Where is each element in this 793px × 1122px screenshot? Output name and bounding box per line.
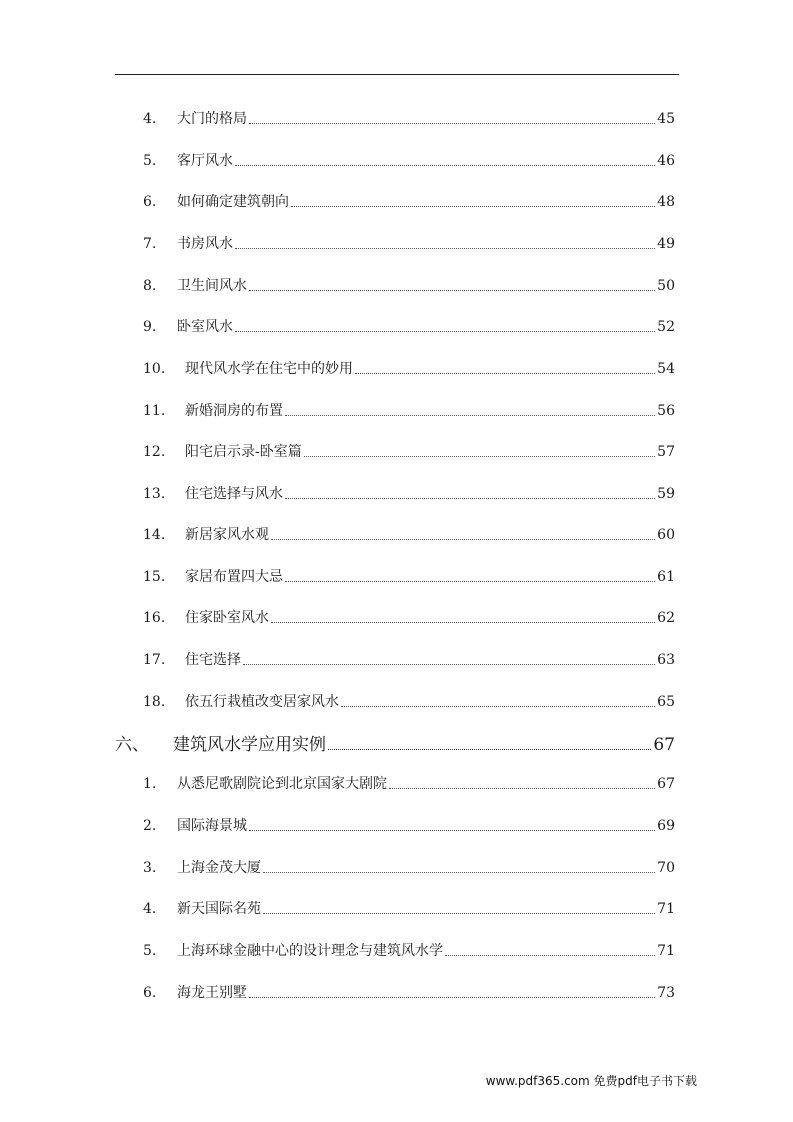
toc-entry-number: 5.	[143, 943, 157, 959]
toc-entry-page: 61	[657, 569, 675, 585]
dot-leader	[249, 997, 655, 998]
toc-entry[interactable]	[143, 106, 675, 128]
toc-entry-title: 新天国际名苑	[177, 901, 261, 917]
dot-leader	[249, 123, 655, 124]
toc-entry[interactable]	[143, 855, 675, 877]
toc-entry-number: 6.	[143, 194, 157, 210]
dot-leader	[235, 331, 655, 332]
toc-entry[interactable]	[143, 356, 675, 378]
header-rule	[115, 74, 679, 75]
toc-entry[interactable]	[143, 980, 675, 1002]
toc-entry-page: 59	[657, 486, 675, 502]
toc-entry-page: 52	[657, 319, 675, 335]
toc-entry[interactable]	[143, 605, 675, 627]
toc-entry[interactable]	[143, 896, 675, 918]
toc-entry-title: 新婚洞房的布置	[185, 403, 283, 419]
toc-entry-page: 67	[657, 776, 675, 792]
toc-entry-title: 阳宅启示录-卧室篇	[185, 444, 302, 460]
toc-entry[interactable]	[143, 439, 675, 461]
toc-entry-title: 住宅选择	[185, 652, 241, 668]
toc-entry-title: 依五行栽植改变居家风水	[185, 694, 339, 710]
dot-leader	[235, 165, 655, 166]
toc-entry-page: 57	[657, 444, 675, 460]
toc-entry-title: 家居布置四大忌	[185, 569, 283, 585]
dot-leader	[285, 581, 655, 582]
dot-leader	[304, 456, 655, 457]
toc-entry-number: 8.	[143, 278, 157, 294]
toc-section-title: 建筑风水学应用实例	[173, 735, 326, 755]
toc-entry-title: 从悉尼歌剧院论到北京国家大剧院	[177, 776, 387, 792]
toc-entry-page: 45	[657, 111, 675, 127]
toc-entry-page: 69	[657, 818, 675, 834]
toc-entry-page: 46	[657, 153, 675, 169]
toc-section-number: 六、	[115, 735, 149, 755]
dot-leader	[249, 290, 655, 291]
toc-section-page: 67	[653, 735, 675, 755]
dot-leader	[355, 373, 655, 374]
toc-entry-number: 5.	[143, 153, 157, 169]
toc-entry-page: 56	[657, 403, 675, 419]
toc-entry[interactable]	[143, 148, 675, 170]
toc-entry-number: 18.	[143, 694, 166, 710]
toc-entry[interactable]	[143, 689, 675, 711]
toc-entry-number: 16.	[143, 610, 166, 626]
dot-leader	[263, 913, 655, 914]
toc-entry-number: 6.	[143, 985, 157, 1001]
dot-leader	[389, 788, 655, 789]
toc-entry-title: 如何确定建筑朝向	[177, 194, 289, 210]
toc-entry[interactable]	[143, 771, 675, 793]
toc-entry-page: 71	[657, 901, 675, 917]
dot-leader	[263, 872, 655, 873]
toc-entry-number: 1.	[143, 776, 157, 792]
dot-leader	[243, 664, 655, 665]
dot-leader	[285, 498, 655, 499]
toc-entry-title: 海龙王别墅	[177, 985, 247, 1001]
toc-entry-title: 住宅选择与风水	[185, 486, 283, 502]
dot-leader	[285, 415, 655, 416]
toc-entry-title: 新居家风水观	[185, 527, 269, 543]
footer-watermark[interactable]: www.pdf365.com 免费pdf电子书下载	[485, 1074, 697, 1088]
toc-entry-number: 4.	[143, 901, 157, 917]
toc-entry[interactable]	[143, 813, 675, 835]
toc-entry[interactable]	[143, 481, 675, 503]
toc-entry[interactable]	[143, 938, 675, 960]
toc-section-heading[interactable]	[115, 728, 675, 754]
dot-leader	[445, 955, 655, 956]
toc-entry-page: 62	[657, 610, 675, 626]
toc-entry-number: 7.	[143, 236, 157, 252]
toc-entry-number: 9.	[143, 319, 157, 335]
toc-entry-number: 14.	[143, 527, 166, 543]
toc-entry-title: 卫生间风水	[177, 278, 247, 294]
dot-leader	[235, 248, 655, 249]
toc-entry-title: 国际海景城	[177, 818, 247, 834]
toc-entry[interactable]	[143, 522, 675, 544]
dot-leader	[328, 749, 651, 750]
toc-entry-page: 49	[657, 236, 675, 252]
toc-entry-title: 住家卧室风水	[185, 610, 269, 626]
toc-entry-page: 54	[657, 361, 675, 377]
toc-entry-page: 73	[657, 985, 675, 1001]
dot-leader	[271, 539, 655, 540]
toc-entry-title: 现代风水学在住宅中的妙用	[185, 361, 353, 377]
dot-leader	[271, 622, 655, 623]
toc-entry[interactable]	[143, 398, 675, 420]
toc-entry-number: 10.	[143, 361, 166, 377]
toc-entry[interactable]	[143, 231, 675, 253]
toc-entry-page: 63	[657, 652, 675, 668]
toc-entry-page: 65	[657, 694, 675, 710]
toc-entry-number: 13.	[143, 486, 166, 502]
toc-entry-number: 11.	[143, 403, 166, 419]
toc-entry[interactable]	[143, 647, 675, 669]
dot-leader	[291, 206, 655, 207]
toc-entry-page: 71	[657, 943, 675, 959]
toc-entry-title: 书房风水	[177, 236, 233, 252]
toc-entry[interactable]	[143, 314, 675, 336]
toc-entry-number: 15.	[143, 569, 166, 585]
toc-entry-title: 大门的格局	[177, 111, 247, 127]
toc-entry-title: 上海环球金融中心的设计理念与建筑风水学	[177, 943, 443, 959]
toc-entry-title: 卧室风水	[177, 319, 233, 335]
toc-entry-title: 客厅风水	[177, 153, 233, 169]
toc-entry[interactable]	[143, 564, 675, 586]
dot-leader	[249, 830, 655, 831]
toc-entry-number: 17.	[143, 652, 166, 668]
toc-entry-title: 上海金茂大厦	[177, 860, 261, 876]
dot-leader	[341, 706, 655, 707]
toc-entry-number: 4.	[143, 111, 157, 127]
toc-entry-page: 50	[657, 278, 675, 294]
toc-entry[interactable]	[143, 273, 675, 295]
toc-entry-page: 70	[657, 860, 675, 876]
toc-entry-page: 48	[657, 194, 675, 210]
toc-entry-page: 60	[657, 527, 675, 543]
toc-entry-number: 2.	[143, 818, 157, 834]
toc-entry-number: 3.	[143, 860, 157, 876]
toc-entry-number: 12.	[143, 444, 166, 460]
toc-entry[interactable]	[143, 189, 675, 211]
